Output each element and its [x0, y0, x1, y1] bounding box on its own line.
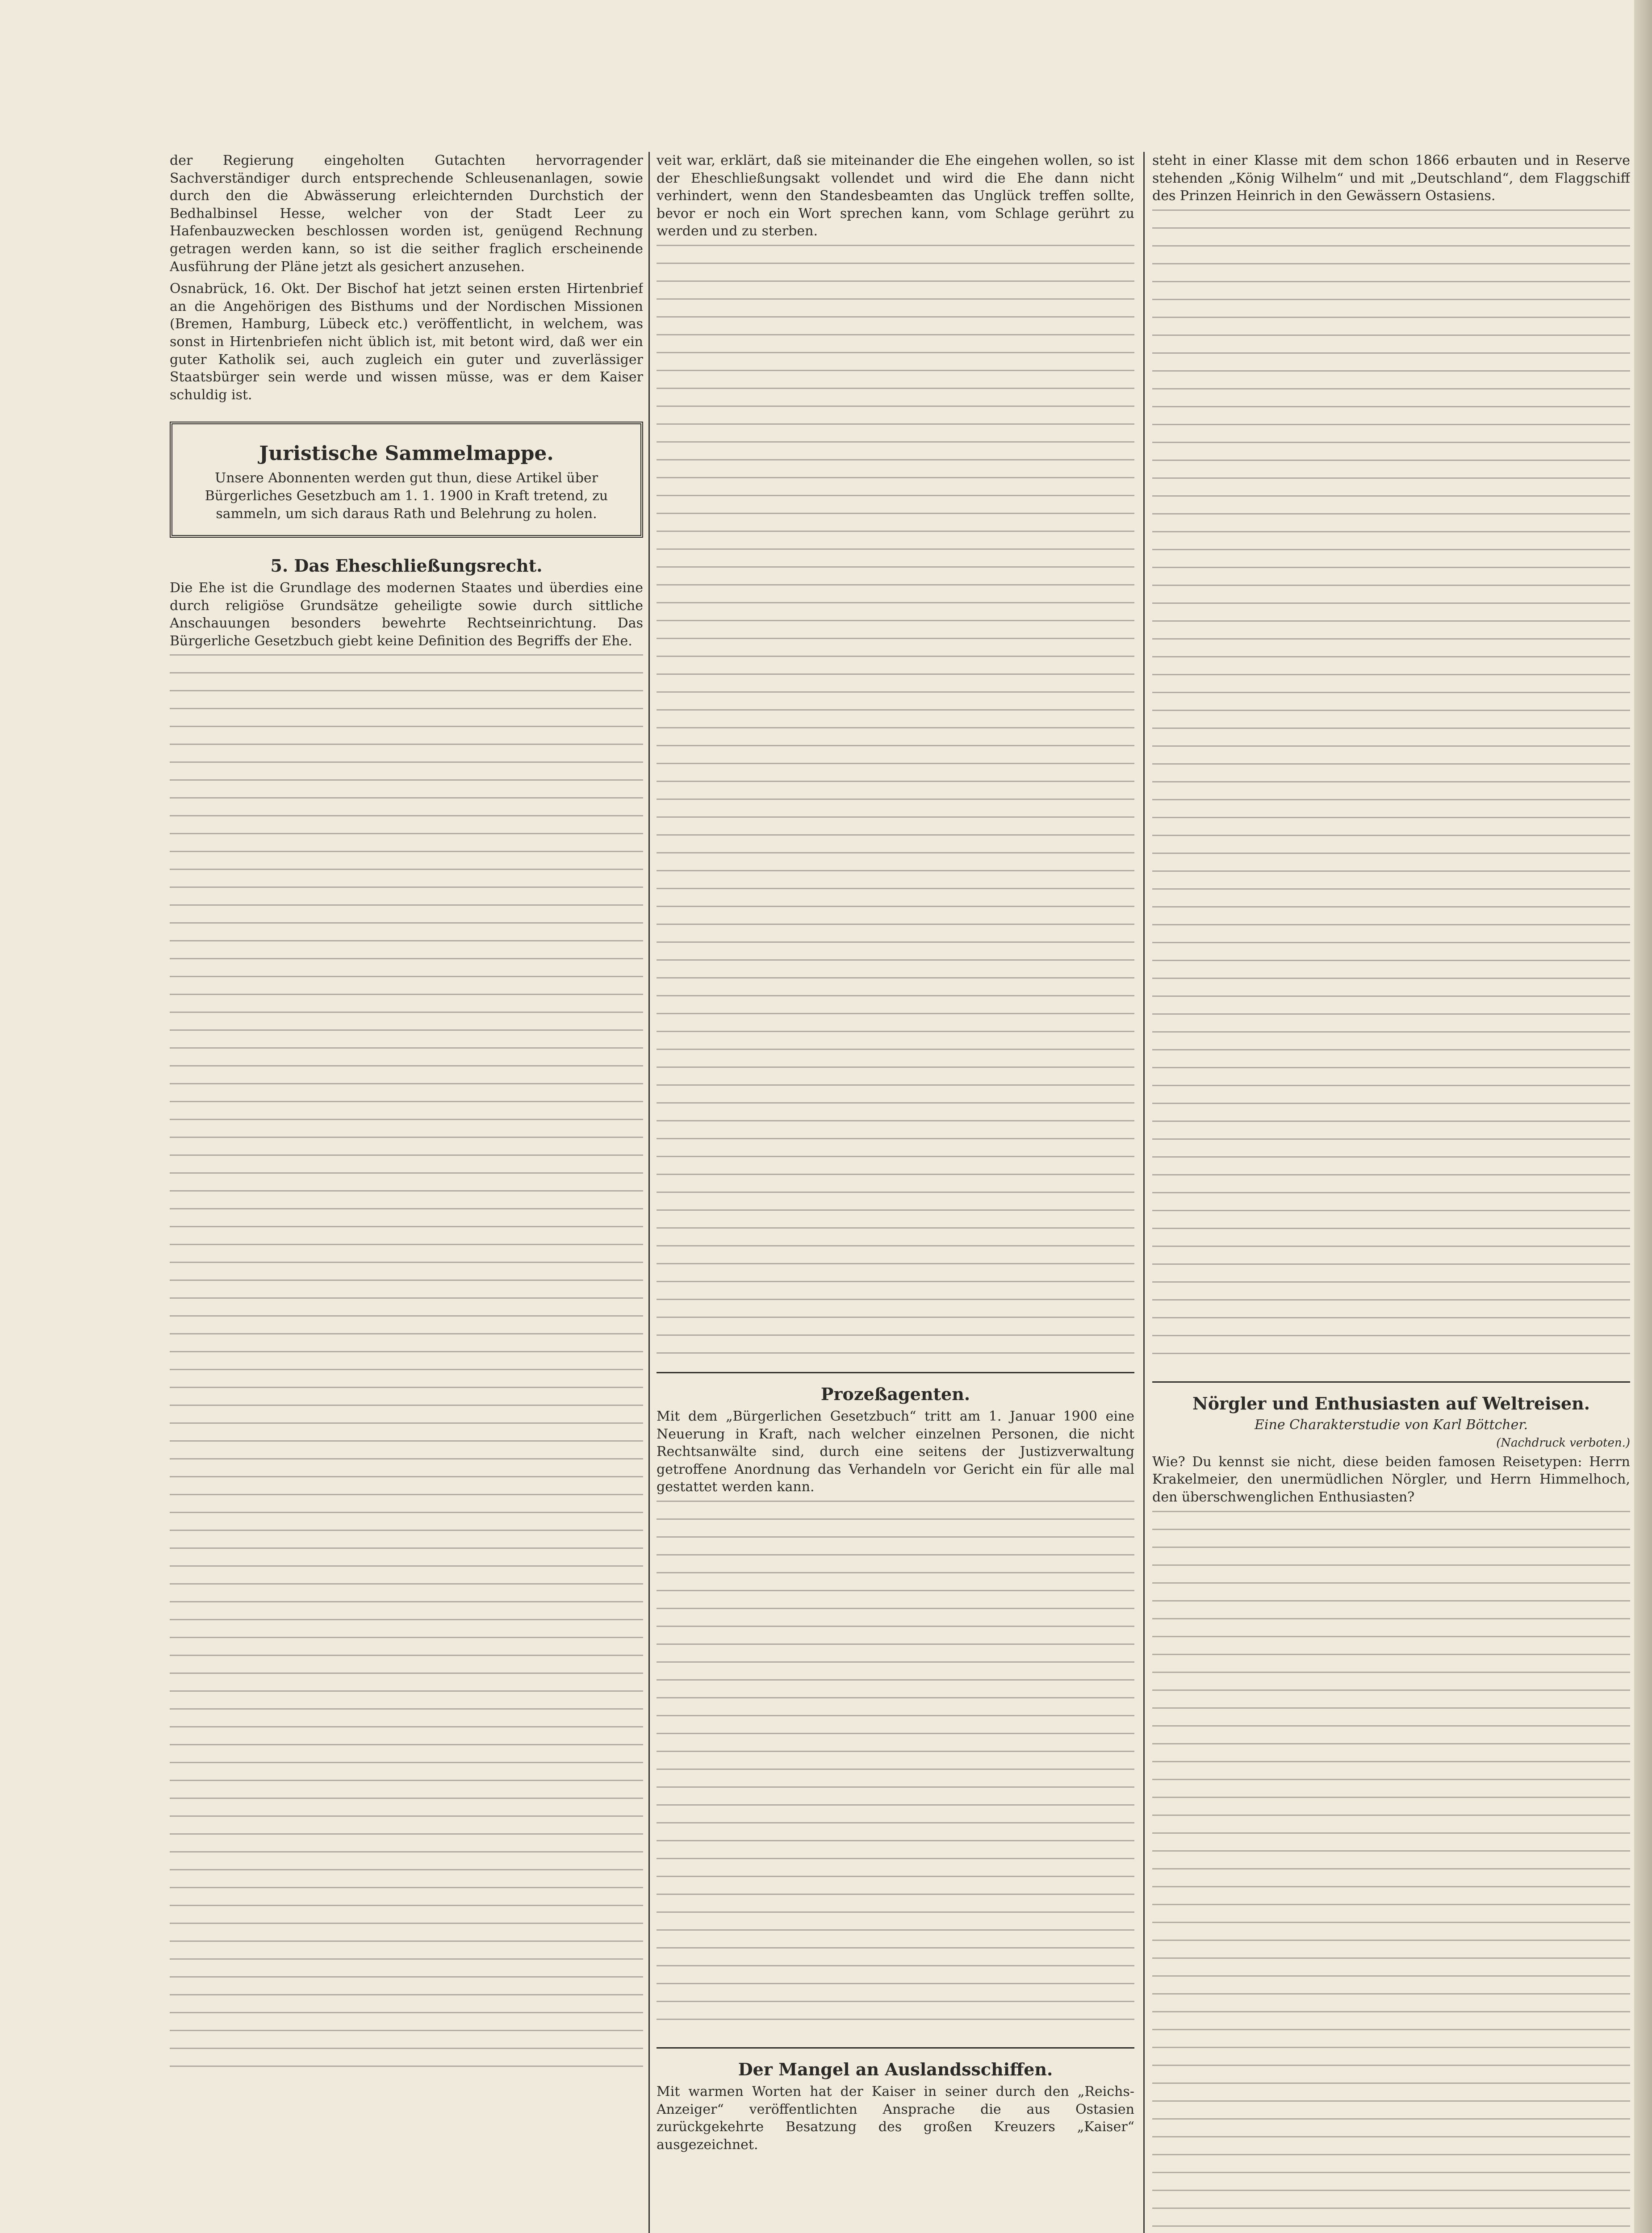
- section-title: Der Mangel an Auslandsschiffen.: [738, 2059, 1053, 2079]
- text-block: [657, 245, 1134, 1361]
- divider: [657, 2047, 1134, 2049]
- page-spine: [1634, 0, 1652, 2233]
- article-text: Mit dem „Bürgerlichen Gesetzbuch“ tritt am 1. Januar 1900 eine Neuerung in Kraft, nach welcher einzelnen Personen, die nicht Rechtsanwälte sind, durch eine seitens der Justizverwaltung getroffene Anordnung das Verhandeln vor Gericht ein für alle mal gestattet werden kann.: [657, 1408, 1134, 1495]
- section-title: 5. Das Eheschließungsrecht.: [270, 556, 543, 576]
- text-block: [170, 654, 643, 2083]
- article-text: Wie? Du kennst sie nicht, diese beiden famosen Reisetypen: Herrn Krakelmeier, den unermüdlichen Nörgler, und Herrn Himmelhoch, den überschwenglichen Enthusiasten?: [1152, 1454, 1630, 1505]
- section-subtitle: Eine Charakterstudie von Karl Böttcher.: [1255, 1417, 1528, 1433]
- article-text: Osnabrück, 16. Okt. Der Bischof hat jetzt seinen ersten Hirtenbrief an die Angehörigen des Bisthums und der Nordischen Missionen (Bremen, Hamburg, Lübeck etc.) veröffentlicht, in welchem, was sonst in Hirtenbriefen nicht üblich ist, mit betont wird, daß wer ein guter Katholik sei, auch zugleich ein guter und zuverlässiger Staatsbürger sein werde und wissen müsse, was er dem Kaiser schuldig ist.: [170, 281, 643, 403]
- article-text: steht in einer Klasse mit dem schon 1866 erbauten und in Reserve stehenden „König Wilhelm“ und mit „Deutschland“, dem Flaggschiff des Prinzen Heinrich in den Gewässern Ostasiens.: [1152, 153, 1630, 204]
- divider: [657, 1372, 1134, 1373]
- section-title: Nörgler und Enthusiasten auf Weltreisen.: [1192, 1393, 1590, 1413]
- column-3: [1152, 152, 1630, 2233]
- column-rule: [648, 152, 650, 2233]
- article-text: Mit warmen Worten hat der Kaiser in seiner durch den „Reichs-Anzeiger“ veröffentlichten Ansprache die aus Ostasien zurückgekehrte Besatzung des großen Kreuzers „Kaiser“ ausgezeichnet.: [657, 2083, 1134, 2153]
- reprint-note: (Nachdruck verboten.): [1496, 1436, 1630, 1450]
- section-title: Prozeßagenten.: [820, 1384, 970, 1404]
- text-block: [657, 1501, 1134, 2036]
- divider: [1152, 1381, 1630, 1383]
- column-1: [170, 152, 643, 2233]
- text-block: [1152, 209, 1630, 1371]
- article-text: veit war, erklärt, daß sie miteinander die Ehe eingehen wollen, so ist der Eheschließungsakt vollendet und wird die Ehe dann nicht verhindert, wenn den Standesbeamten das Unglück treffen sollte, bevor er noch ein Wort sprechen kann, vom Schlage gerührt zu werden und zu sterben.: [657, 153, 1134, 239]
- article-text: der Regierung eingeholten Gutachten hervorragender Sachverständiger durch entsprechende Schleusenanlagen, sowie durch den die Abwässerung erleichternden Durchstich der Bedhalbinsel Hesse, welcher von der Stadt Leer zu Hafenbauzwecken beschlossen worden ist, genügend Rechnung getragen werden kann, so ist die seither fraglich erscheinende Ausführung der Pläne jetzt als gesichert anzusehen.: [170, 153, 643, 275]
- text-block: [1152, 1511, 1630, 2233]
- column-2: [657, 152, 1134, 2233]
- notice-text: Unsere Abonnenten werden gut thun, diese Artikel über Bürgerliches Gesetzbuch am 1. 1. 1900 in Kraft tretend, zu sammeln, um sich daraus Rath und Belehrung zu holen.: [205, 470, 608, 522]
- column-rule: [1143, 152, 1145, 2233]
- notice-title: Juristische Sammelmappe.: [259, 442, 554, 465]
- article-text: Die Ehe ist die Grundlage des modernen Staates und überdies eine durch religiöse Grundsätze geheiligte sowie durch sittliche Anschauungen besonders bewehrte Rechtseinrichtung. Das Bürgerliche Gesetzbuch giebt keine Definition des Begriffs der Ehe.: [170, 580, 643, 649]
- notice-box: [170, 422, 643, 538]
